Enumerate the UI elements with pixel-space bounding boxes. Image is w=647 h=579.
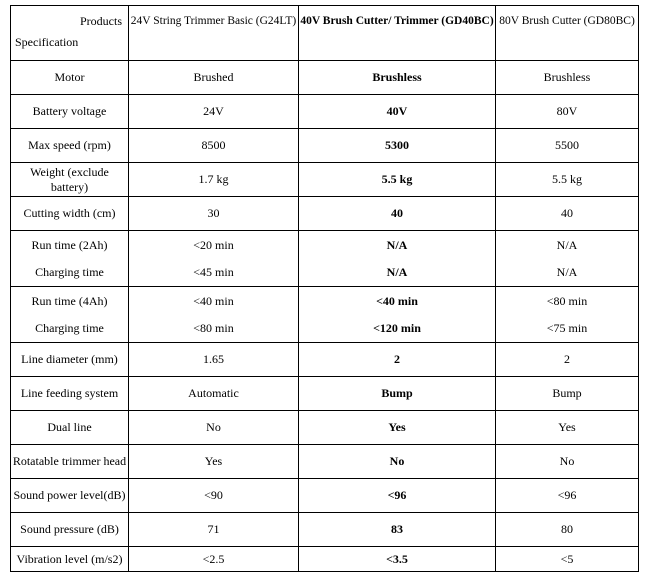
spec-row-max-speed	[11, 129, 639, 163]
value-gd80bc: 2	[496, 343, 639, 377]
specification-label: Specification	[15, 34, 79, 49]
value-line1: <80 min	[546, 293, 588, 308]
spec-label-line2: Charging time	[35, 264, 104, 279]
spec-row-sound-power	[11, 479, 639, 513]
product-spec-table	[10, 5, 639, 572]
value-gd40bc	[299, 231, 496, 287]
value-line2: N/A	[386, 264, 408, 279]
value-line2: <120 min	[373, 320, 421, 335]
value-g24lt	[129, 287, 299, 343]
value-line1: N/A	[556, 237, 578, 252]
value-g24lt: <90	[129, 479, 299, 513]
spec-label-line1: Run time (2Ah)	[31, 237, 108, 252]
value-gd40bc: 40V	[299, 95, 496, 129]
spec-row-runtime-4ah	[11, 287, 639, 343]
value-gd40bc	[299, 287, 496, 343]
spec-label-cell: Sound pressure (dB)	[11, 513, 129, 547]
spec-label-cell	[11, 287, 129, 343]
spec-row-battery-voltage	[11, 95, 639, 129]
spec-label-cell: Battery voltage	[11, 95, 129, 129]
value-g24lt: Brushed	[129, 61, 299, 95]
spec-label-cell: Vibration level (m/s2)	[11, 547, 129, 572]
value-gd40bc: 5300	[299, 129, 496, 163]
value-gd40bc: Brushless	[299, 61, 496, 95]
value-g24lt: 1.65	[129, 343, 299, 377]
value-line2: <80 min	[193, 320, 234, 335]
spec-row-line-diameter	[11, 343, 639, 377]
spec-label-line1: Run time (4Ah)	[31, 293, 108, 308]
value-gd40bc: <96	[299, 479, 496, 513]
value-line1: N/A	[386, 237, 408, 252]
spec-label-line2: Charging time	[35, 320, 104, 335]
product-header-gd40bc: 40V Brush Cutter/ Trimmer (GD40BC)	[299, 6, 496, 61]
spec-label-cell: Dual line	[11, 411, 129, 445]
spec-label-cell: Sound power level(dB)	[11, 479, 129, 513]
value-gd80bc: Yes	[496, 411, 639, 445]
value-g24lt	[129, 231, 299, 287]
product-header-gd80bc: 80V Brush Cutter (GD80BC)	[496, 6, 639, 61]
value-line2: <75 min	[546, 320, 588, 335]
header-row	[11, 6, 639, 61]
value-gd80bc: 40	[496, 197, 639, 231]
product-header-g24lt: 24V String Trimmer Basic (G24LT)	[129, 6, 299, 61]
value-g24lt: <2.5	[129, 547, 299, 572]
value-gd40bc: No	[299, 445, 496, 479]
value-gd40bc: Yes	[299, 411, 496, 445]
value-g24lt: 71	[129, 513, 299, 547]
value-g24lt: 30	[129, 197, 299, 231]
value-gd40bc: Bump	[299, 377, 496, 411]
spec-row-weight	[11, 163, 639, 197]
value-gd80bc: Brushless	[496, 61, 639, 95]
value-g24lt: 8500	[129, 129, 299, 163]
value-g24lt: Automatic	[129, 377, 299, 411]
value-gd40bc: 2	[299, 343, 496, 377]
spec-label-cell: Rotatable trimmer head	[11, 445, 129, 479]
spec-label-cell: Line feeding system	[11, 377, 129, 411]
corner-wrap	[11, 7, 128, 60]
value-line1: <20 min	[193, 237, 234, 252]
value-g24lt: 24V	[129, 95, 299, 129]
value-gd80bc: 5.5 kg	[496, 163, 639, 197]
spec-label-cell: Line diameter (mm)	[11, 343, 129, 377]
value-gd80bc: 80V	[496, 95, 639, 129]
spec-row-line-feeding	[11, 377, 639, 411]
value-gd40bc: 5.5 kg	[299, 163, 496, 197]
value-line1: <40 min	[376, 293, 418, 308]
value-gd80bc: 80	[496, 513, 639, 547]
spec-label-cell: Weight (exclude battery)	[11, 163, 129, 197]
value-line1: <40 min	[193, 293, 234, 308]
spec-row-rotatable-head	[11, 445, 639, 479]
spec-label-cell: Cutting width (cm)	[11, 197, 129, 231]
value-g24lt: Yes	[129, 445, 299, 479]
spec-row-motor	[11, 61, 639, 95]
value-gd80bc: 5500	[496, 129, 639, 163]
value-gd80bc: Bump	[496, 377, 639, 411]
spec-row-vibration	[11, 547, 639, 572]
value-g24lt: No	[129, 411, 299, 445]
spec-row-dual-line	[11, 411, 639, 445]
value-gd80bc	[496, 287, 639, 343]
value-gd40bc: 83	[299, 513, 496, 547]
value-gd80bc: <5	[496, 547, 639, 572]
corner-cell	[11, 6, 129, 61]
value-g24lt: 1.7 kg	[129, 163, 299, 197]
value-gd40bc: 40	[299, 197, 496, 231]
spec-label-cell: Max speed (rpm)	[11, 129, 129, 163]
spec-row-sound-pressure	[11, 513, 639, 547]
value-gd80bc: <96	[496, 479, 639, 513]
value-line2: N/A	[556, 264, 578, 279]
spec-label-cell: Motor	[11, 61, 129, 95]
spec-row-cutting-width	[11, 197, 639, 231]
value-gd80bc: No	[496, 445, 639, 479]
products-label: Products	[80, 13, 122, 28]
value-gd40bc: <3.5	[299, 547, 496, 572]
spec-row-runtime-2ah	[11, 231, 639, 287]
value-gd80bc	[496, 231, 639, 287]
value-line2: <45 min	[193, 264, 234, 279]
spec-label-cell	[11, 231, 129, 287]
